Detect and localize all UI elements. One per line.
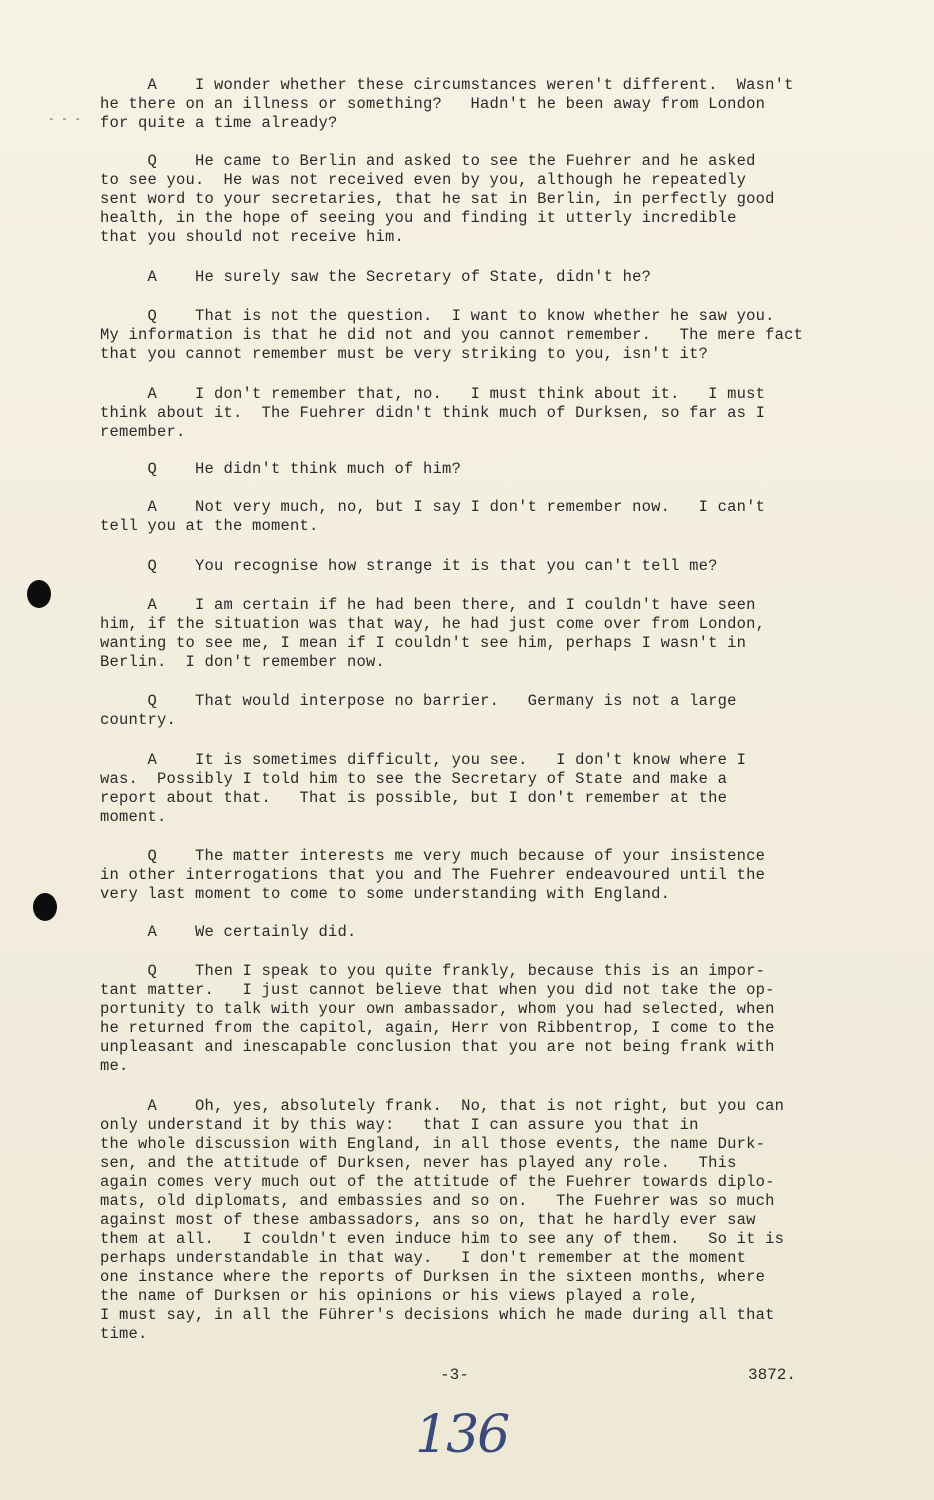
transcript-paragraph: Q The matter interests me very much because of your insistence in other interrogations that you and The Fuehrer endeavoured until the very last moment to come to some understanding with England. xyxy=(100,847,766,903)
transcript-paragraph: A I don't remember that, no. I must think about it. I must think about it. The Fuehrer didn't think much of Durksen, so far as I remember. xyxy=(100,385,766,441)
punch-hole xyxy=(33,893,57,921)
transcript-paragraph: Q He came to Berlin and asked to see the Fuehrer and he asked to see you. He was not received even by you, although he repeatedly sent word to your secretaries, that he sat in Berlin, in perfectly good health, in the hope of seeing you and finding it utterly incredible that you should not receive him. xyxy=(100,152,775,246)
transcript-paragraph: A I wonder whether these circumstances weren't different. Wasn't he there on an illness or something? Hadn't he been away from London for quite a time already? xyxy=(100,76,794,132)
page-number: -3- xyxy=(440,1366,469,1384)
transcript-paragraph: Q Then I speak to you quite frankly, because this is an impor- tant matter. I just cannot believe that when you did not take the op- portunity to talk with your own ambassador, whom you had selected, when he returned from the capitol, again, Herr von Ribbentrop, I come to the unpleasant and inescapable conclusion that you are not being frank with me. xyxy=(100,962,775,1075)
transcript-paragraph: A It is sometimes difficult, you see. I don't know where I was. Possibly I told him to see the Secretary of State and make a report about that. That is possible, but I don't remember at the moment. xyxy=(100,751,747,826)
transcript-paragraph: Q That would interpose no barrier. Germany is not a large country. xyxy=(100,692,737,729)
transcript-paragraph: Q That is not the question. I want to know whether he saw you. My information is that he did not and you cannot remember. The mere fact that you cannot remember must be very striking to you, isn't it? xyxy=(100,307,804,363)
punch-hole xyxy=(27,580,51,608)
transcript-paragraph: Q He didn't think much of him? xyxy=(100,460,462,478)
document-number: 3872. xyxy=(748,1366,797,1384)
margin-mark: - - - xyxy=(48,114,82,126)
handwritten-page-number: 136 xyxy=(415,1405,509,1465)
transcript-paragraph: A Oh, yes, absolutely frank. No, that is not right, but you can only understand it by this way: that I can assure you that in the whole discussion with England, in all those events, the name Durk- sen, and the attitude of Durksen, never has played any role. This again comes very much out of the attitude of the Fuehrer towards diplo- mats, old diplomats, and embassies and so on. The Fuehrer was so much against most of these ambassadors, ans so on, that he hardly ever saw them at all. I couldn't even induce him to see any of them. So it is perhaps understandable in that way. I don't remember at the moment one instance where the reports of Durksen in the sixteen months, where the name of Durksen or his opinions or his views played a role, I must say, in all the Führer's decisions which he made during all that time. xyxy=(100,1097,785,1343)
transcript-paragraph: A We certainly did. xyxy=(100,923,357,941)
transcript-paragraph: A Not very much, no, but I say I don't remember now. I can't tell you at the moment. xyxy=(100,498,766,535)
transcript-paragraph: A He surely saw the Secretary of State, didn't he? xyxy=(100,268,652,286)
transcript-paragraph: A I am certain if he had been there, and I couldn't have seen him, if the situation was that way, he had just come over from London, wanting to see me, I mean if I couldn't see him, perhaps I wasn't in Berlin. I don't remember now. xyxy=(100,596,766,671)
transcript-paragraph: Q You recognise how strange it is that you can't tell me? xyxy=(100,557,718,575)
